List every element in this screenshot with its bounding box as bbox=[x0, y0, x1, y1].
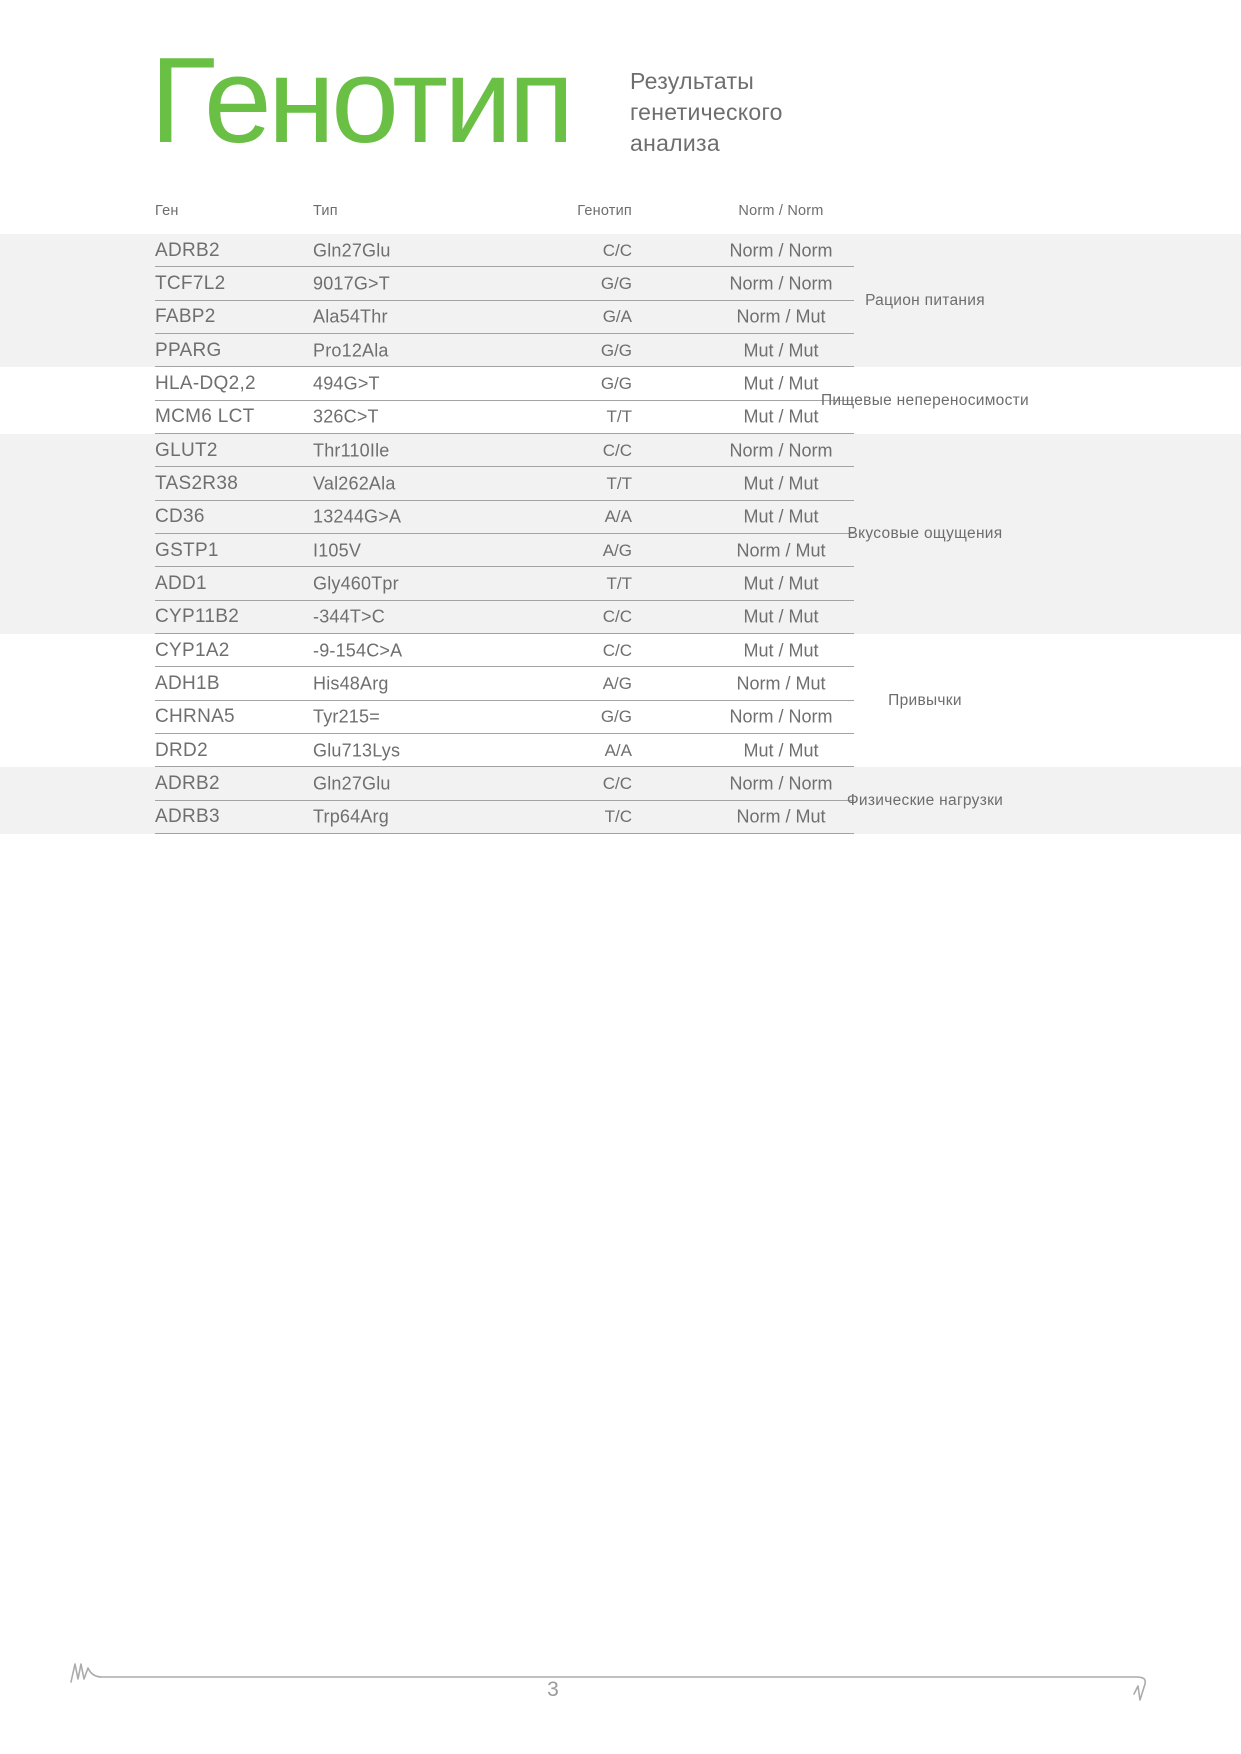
gene-cell: HLA-DQ2,2 bbox=[155, 372, 256, 394]
genotype-cell: A/G bbox=[602, 540, 632, 560]
gene-cell: DRD2 bbox=[155, 739, 208, 761]
col-header-genotype: Генотип bbox=[577, 203, 632, 219]
genotype-cell: T/C bbox=[604, 807, 632, 827]
type-cell: 326C>T bbox=[313, 406, 379, 427]
type-cell: Gly460Tpr bbox=[313, 573, 399, 594]
type-cell: Gln27Glu bbox=[313, 773, 391, 794]
subtitle-line: генетического bbox=[630, 99, 783, 125]
status-cell: Norm / Norm bbox=[729, 706, 833, 727]
status-cell: Norm / Mut bbox=[736, 540, 826, 561]
genotype-cell: T/T bbox=[606, 473, 632, 493]
type-cell: Gln27Glu bbox=[313, 240, 391, 261]
status-cell: Norm / Norm bbox=[729, 240, 833, 261]
col-header-status: Norm / Norm bbox=[738, 203, 824, 219]
status-cell: Mut / Mut bbox=[743, 740, 819, 761]
gene-cell: ADRB2 bbox=[155, 772, 220, 794]
type-cell: Thr110Ile bbox=[313, 440, 390, 461]
gene-cell: ADRB2 bbox=[155, 239, 220, 261]
gene-cell: TAS2R38 bbox=[155, 472, 239, 494]
gene-cell: ADRB3 bbox=[155, 806, 220, 828]
page-subtitle bbox=[630, 66, 783, 159]
genotype-cell: G/G bbox=[600, 707, 632, 727]
type-cell: -344T>C bbox=[313, 606, 385, 627]
table-row bbox=[0, 467, 1241, 500]
type-cell: Glu713Lys bbox=[313, 740, 401, 761]
status-cell: Norm / Norm bbox=[729, 773, 833, 794]
genotype-cell: A/G bbox=[602, 673, 632, 693]
gene-cell: GSTP1 bbox=[155, 539, 219, 561]
table-row bbox=[0, 601, 1241, 634]
table-row bbox=[0, 567, 1241, 600]
type-cell: -9-154C>A bbox=[313, 640, 403, 661]
table-row bbox=[0, 434, 1241, 467]
category-label: Рацион питания bbox=[865, 291, 985, 309]
type-cell: Trp64Arg bbox=[313, 806, 389, 827]
genotype-cell: G/G bbox=[600, 373, 632, 393]
table-row bbox=[0, 734, 1241, 767]
type-cell: Tyr215= bbox=[313, 706, 380, 727]
gene-cell: FABP2 bbox=[155, 306, 216, 328]
status-cell: Mut / Mut bbox=[743, 406, 819, 427]
subtitle-line: Результаты bbox=[630, 68, 755, 94]
status-cell: Norm / Norm bbox=[729, 273, 833, 294]
status-cell: Norm / Norm bbox=[729, 440, 833, 461]
type-cell: 13244G>A bbox=[313, 506, 402, 527]
genotype-cell: C/C bbox=[602, 440, 632, 460]
type-cell: His48Arg bbox=[313, 673, 389, 694]
type-cell: I105V bbox=[313, 540, 362, 561]
results-table bbox=[0, 234, 1241, 834]
genotype-cell: G/G bbox=[600, 340, 632, 360]
subtitle-line: анализа bbox=[630, 130, 720, 156]
genotype-cell: C/C bbox=[602, 773, 632, 793]
category-group bbox=[0, 767, 1241, 834]
gene-cell: CYP11B2 bbox=[155, 606, 240, 628]
genotype-cell: C/C bbox=[602, 607, 632, 627]
status-cell: Norm / Mut bbox=[736, 806, 826, 827]
page-title: Генотип bbox=[150, 32, 571, 168]
type-cell: 494G>T bbox=[313, 373, 380, 394]
type-cell: 9017G>T bbox=[313, 273, 390, 294]
gene-cell: ADH1B bbox=[155, 672, 220, 694]
page-number: 3 bbox=[547, 1678, 559, 1701]
status-cell: Mut / Mut bbox=[743, 506, 819, 527]
status-cell: Norm / Mut bbox=[736, 673, 826, 694]
genotype-cell: C/C bbox=[602, 640, 632, 660]
status-cell: Norm / Mut bbox=[736, 306, 826, 327]
category-group bbox=[0, 434, 1241, 634]
gene-cell: CYP1A2 bbox=[155, 639, 230, 661]
col-header-type: Тип bbox=[313, 203, 338, 219]
col-header-gene: Ген bbox=[155, 203, 179, 219]
gene-cell: TCF7L2 bbox=[155, 272, 226, 294]
gene-cell: GLUT2 bbox=[155, 439, 218, 461]
status-cell: Mut / Mut bbox=[743, 606, 819, 627]
genotype-cell: A/A bbox=[604, 740, 632, 760]
type-cell: Pro12Ala bbox=[313, 340, 389, 361]
gene-cell: MCM6 LCT bbox=[155, 406, 255, 428]
table-header bbox=[0, 196, 1241, 226]
type-cell: Ala54Thr bbox=[313, 306, 388, 327]
category-label: Привычки bbox=[888, 691, 962, 709]
genotype-cell: G/A bbox=[602, 307, 632, 327]
status-cell: Mut / Mut bbox=[743, 473, 819, 494]
genotype-cell: T/T bbox=[606, 407, 632, 427]
table-row bbox=[0, 334, 1241, 367]
table-row bbox=[0, 634, 1241, 667]
status-cell: Mut / Mut bbox=[743, 373, 819, 394]
genotype-cell: C/C bbox=[602, 240, 632, 260]
gene-cell: CD36 bbox=[155, 506, 205, 528]
category-group bbox=[0, 634, 1241, 767]
genotype-cell: G/G bbox=[600, 273, 632, 293]
status-cell: Mut / Mut bbox=[743, 640, 819, 661]
gene-cell: PPARG bbox=[155, 339, 222, 361]
type-cell: Val262Ala bbox=[313, 473, 396, 494]
category-group bbox=[0, 367, 1241, 434]
table-row bbox=[0, 234, 1241, 267]
genotype-cell: A/A bbox=[604, 507, 632, 527]
genotype-cell: T/T bbox=[606, 573, 632, 593]
category-label: Пищевые непереносимости bbox=[820, 391, 1029, 409]
category-label: Физические нагрузки bbox=[846, 791, 1004, 809]
category-label: Вкусовые ощущения bbox=[847, 524, 1003, 542]
status-cell: Mut / Mut bbox=[743, 340, 819, 361]
status-cell: Mut / Mut bbox=[743, 573, 819, 594]
gene-cell: CHRNA5 bbox=[155, 706, 235, 728]
gene-cell: ADD1 bbox=[155, 572, 207, 594]
category-group bbox=[0, 234, 1241, 367]
